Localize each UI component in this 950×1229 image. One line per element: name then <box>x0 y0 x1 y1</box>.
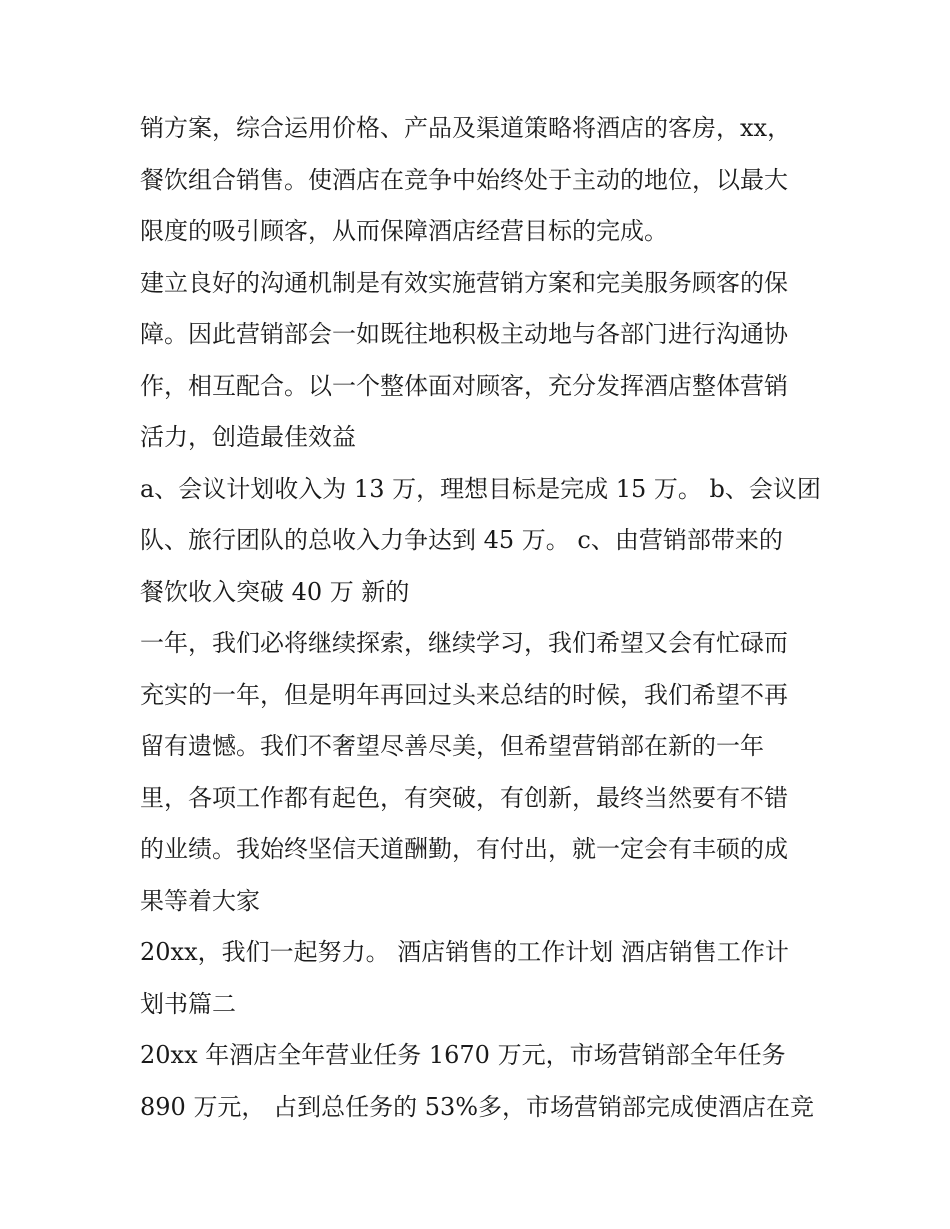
text-line: 餐饮收入突破 40 万 新的 <box>140 577 410 606</box>
text-line: 建立良好的沟通机制是有效实施营销方案和完美服务顾客的保 <box>140 268 788 297</box>
text-line: a、会议计划收入为 13 万，理想目标是完成 15 万。 b、会议团 <box>140 474 821 503</box>
text-line: 果等着大家 <box>140 886 260 915</box>
text-line: 障。因此营销部会一如既往地积极主动地与各部门进行沟通协 <box>140 320 788 348</box>
text-line: 里，各项工作都有起色，有突破，有创新，最终当然要有不错 <box>140 783 788 812</box>
text-line: 20xx，我们一起努力。 酒店销售的工作计划 酒店销售工作计 <box>140 938 789 966</box>
text-line: 销方案，综合运用价格、产品及渠道策略将酒店的客房，xx， <box>140 114 792 142</box>
text-line: 划书篇二 <box>140 989 236 1018</box>
text-line: 限度的吸引顾客，从而保障酒店经营目标的完成。 <box>140 217 668 245</box>
text-line: 890 万元， 占到总任务的 53%多，市场营销部完成使酒店在竞 <box>140 1092 815 1121</box>
document-body <box>140 103 820 1133</box>
text-line: 的业绩。我始终坚信天道酬勤，有付出，就一定会有丰硕的成 <box>140 835 788 863</box>
text-line: 充实的一年，但是明年再回过头来总结的时候，我们希望不再 <box>140 680 788 709</box>
text-line: 队、旅行团队的总收入力争达到 45 万。 c、由营销部带来的 <box>140 526 783 554</box>
text-line: 一年，我们必将继续探索，继续学习，我们希望又会有忙碌而 <box>140 629 788 657</box>
text-line: 活力，创造最佳效益 <box>140 423 356 451</box>
text-line: 20xx 年酒店全年营业任务 1670 万元，市场营销部全年任务 <box>140 1041 786 1069</box>
text-line: 留有遗憾。我们不奢望尽善尽美，但希望营销部在新的一年 <box>140 732 764 760</box>
text-line: 餐饮组合销售。使酒店在竞争中始终处于主动的地位，以最大 <box>140 165 788 194</box>
text-line: 作，相互配合。以一个整体面对顾客，充分发挥酒店整体营销 <box>140 371 788 400</box>
